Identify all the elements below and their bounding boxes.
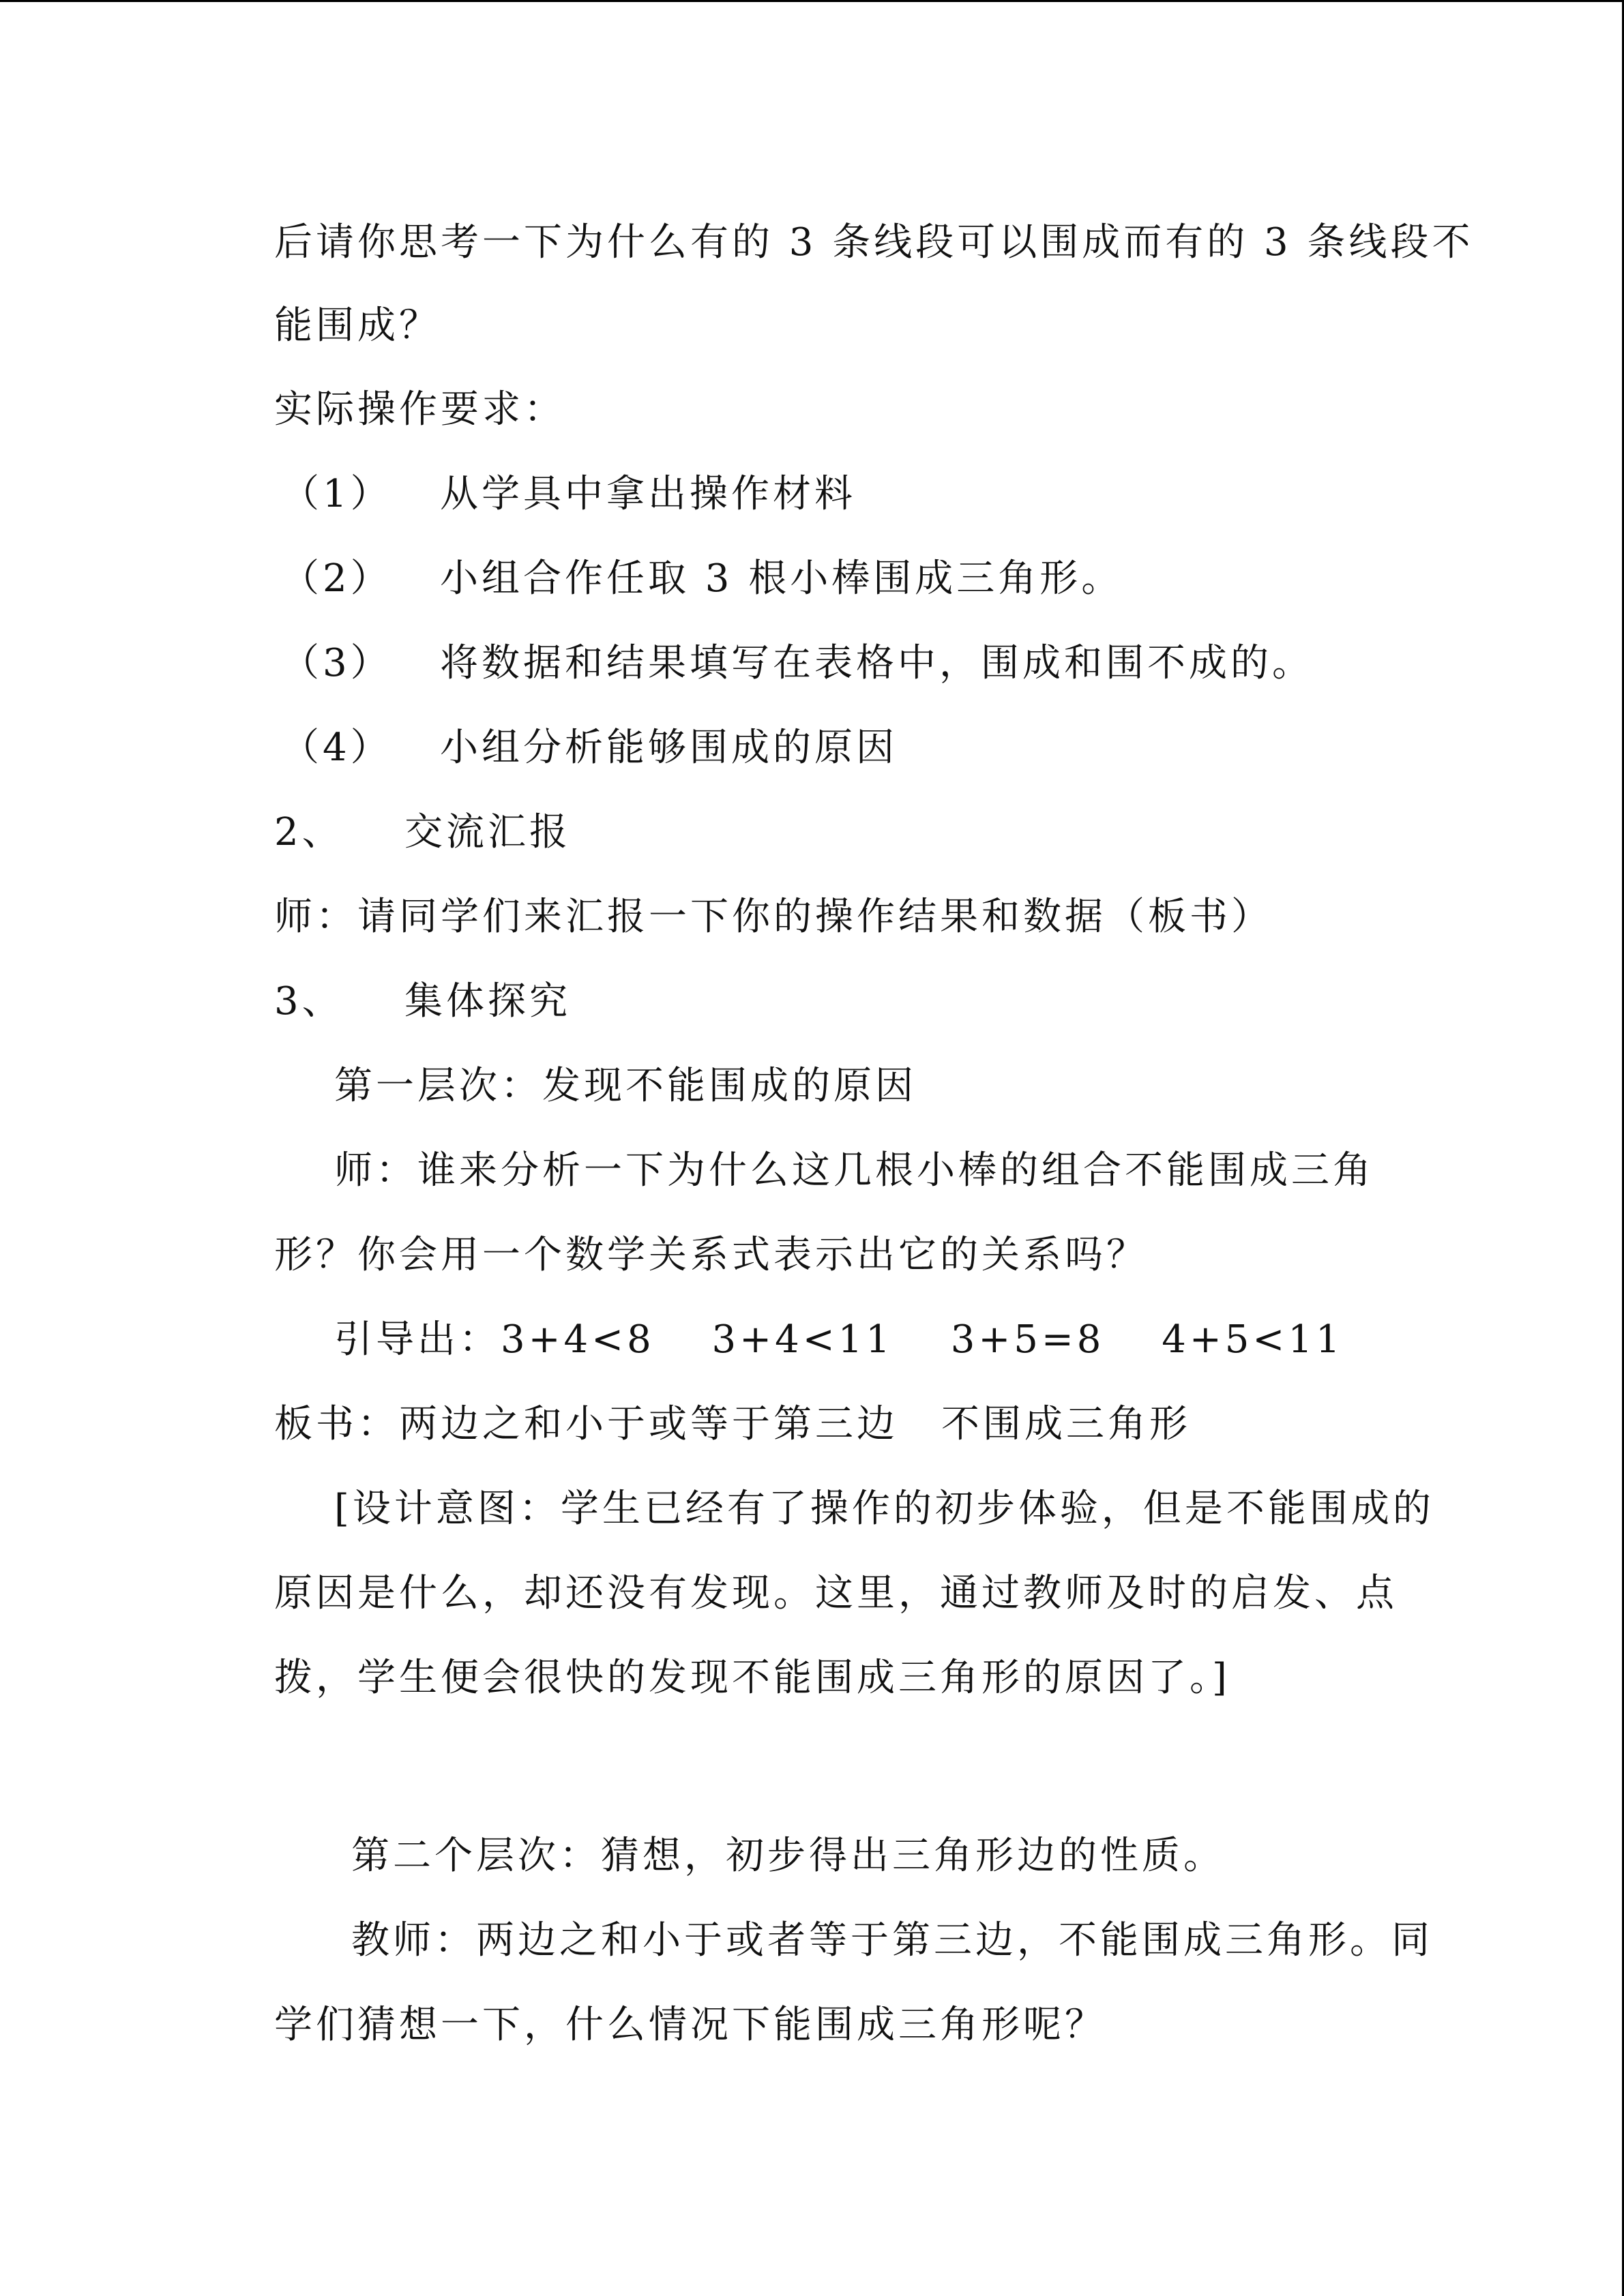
requirement-number: （3） [281, 641, 392, 685]
derive-line: 引导出：3+4<8 3+4<11 3+5=8 4+5<11 [334, 1317, 1344, 1362]
requirement-number: （2） [281, 556, 392, 601]
board-left-text: 板书：两边之和小于或等于第三边 [274, 1402, 898, 1446]
level1-title: 第一层次：发现不能围成的原因 [334, 1064, 917, 1108]
design-intent-line: 原因是什么，却还没有发现。这里，通过教师及时的启发、点 [274, 1571, 1398, 1615]
paragraph-line: 能围成？ [274, 303, 441, 348]
design-intent-line: [设计意图：学生已经有了操作的初步体验，但是不能围成的 [334, 1487, 1434, 1531]
design-intent-line: 拨，学生便会很快的发现不能围成三角形的原因了。] [274, 1656, 1230, 1700]
level2-title: 第二个层次：猜想，初步得出三角形边的性质。 [351, 1834, 1225, 1878]
requirement-text: 小组分析能够围成的原因 [440, 726, 898, 770]
requirement-text: 从学具中拿出操作材料 [440, 472, 856, 516]
requirements-heading: 实际操作要求： [274, 387, 565, 432]
paragraph-line: 教师：两边之和小于或者等于第三边，不能围成三角形。同 [351, 1918, 1433, 1963]
section-number: 2、 [274, 810, 344, 854]
section-title: 集体探究 [404, 979, 571, 1024]
requirement-number: （1） [281, 472, 392, 516]
paragraph-line: 学们猜想一下，什么情况下能围成三角形呢？ [274, 2003, 1106, 2047]
section-title: 交流汇报 [404, 810, 571, 854]
requirement-number: （4） [281, 726, 392, 770]
paragraph-line: 形？你会用一个数学关系式表示出它的关系吗？ [274, 1233, 1148, 1277]
board-right-text: 不围成三角形 [941, 1402, 1191, 1446]
section-number: 3、 [274, 979, 344, 1024]
page-border-top [0, 0, 1624, 2]
paragraph-line: 后请你思考一下为什么有的 3 条线段可以围成而有的 3 条线段不 [274, 220, 1474, 265]
teacher-report-line: 师：请同学们来汇报一下你的操作结果和数据（板书） [274, 895, 1273, 939]
requirement-text: 将数据和结果填写在表格中，围成和围不成的。 [440, 641, 1314, 685]
paragraph-line: 师：谁来分析一下为什么这几根小棒的组合不能围成三角 [334, 1148, 1374, 1193]
requirement-text: 小组合作任取 3 根小棒围成三角形。 [440, 556, 1123, 601]
